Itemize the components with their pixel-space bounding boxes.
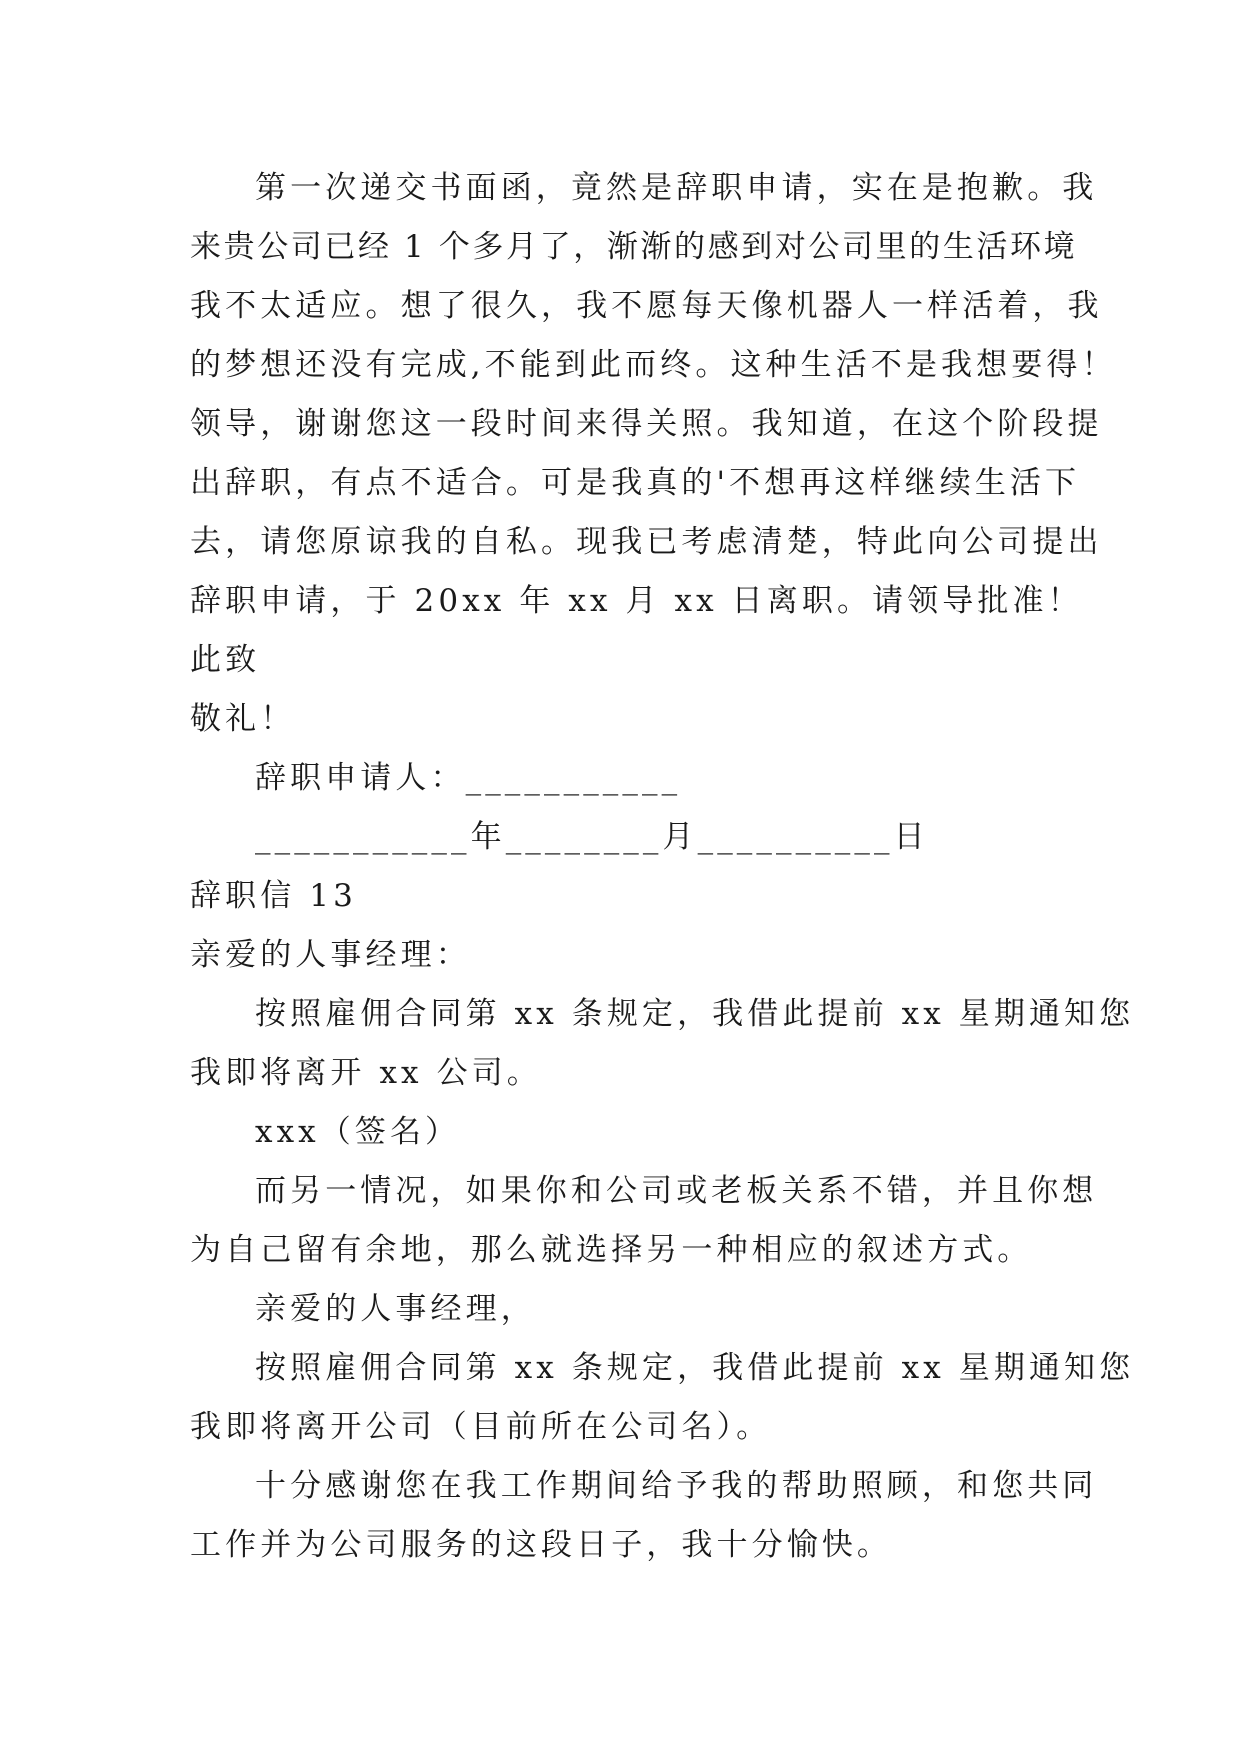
signature-line: xxx（签名） [255,1114,461,1150]
paragraph-line: 的梦想还没有完成,不能到此而终。这种生活不是我想要得！ [190,347,1117,383]
greeting-line: 亲爱的人事经理： [190,937,471,973]
paragraph-line: 我即将离开公司（目前所在公司名）。 [190,1409,772,1445]
paragraph-line: 我即将离开 xx 公司。 [190,1055,542,1091]
paragraph-line: 按照雇佣合同第 xx 条规定，我借此提前 xx 星期通知您 [255,1350,1135,1386]
section-heading: 辞职信 13 [190,878,357,914]
paragraph-line: 辞职申请，于 20xx 年 xx 月 xx 日离职。请领导批准！ [190,583,1083,619]
paragraph-line: 出辞职，有点不适合。可是我真的'不想再这样继续生活下 [190,465,1081,501]
salutation-line: 敬礼！ [190,701,296,737]
paragraph-line: 工作并为公司服务的这段日子，我十分愉快。 [190,1527,892,1563]
paragraph-line: 第一次递交书面函，竟然是辞职申请，实在是抱歉。我 [255,170,1098,206]
paragraph-line: 来贵公司已经 1 个多月了，渐渐的感到对公司里的生活环境 [190,229,1078,265]
paragraph-line: 我不太适应。想了很久，我不愿每天像机器人一样活着，我 [190,288,1103,324]
paragraph-line: 领导，谢谢您这一段时间来得关照。我知道，在这个阶段提 [190,406,1103,442]
paragraph-line: 为自己留有余地，那么就选择另一种相应的叙述方式。 [190,1232,1033,1268]
signature-field: 辞职申请人：___________ [255,760,682,796]
paragraph-line: 十分感谢您在我工作期间给予我的帮助照顾，和您共同 [255,1468,1098,1504]
paragraph-line: 去，请您原谅我的自私。现我已考虑清楚，特此向公司提出 [190,524,1103,560]
paragraph-line: 按照雇佣合同第 xx 条规定，我借此提前 xx 星期通知您 [255,996,1135,1032]
paragraph-line: 而另一情况，如果你和公司或老板关系不错，并且你想 [255,1173,1098,1209]
greeting-line: 亲爱的人事经理， [255,1291,536,1327]
date-field: ___________年________月__________日 [255,819,929,855]
closing-line: 此致 [190,642,261,678]
